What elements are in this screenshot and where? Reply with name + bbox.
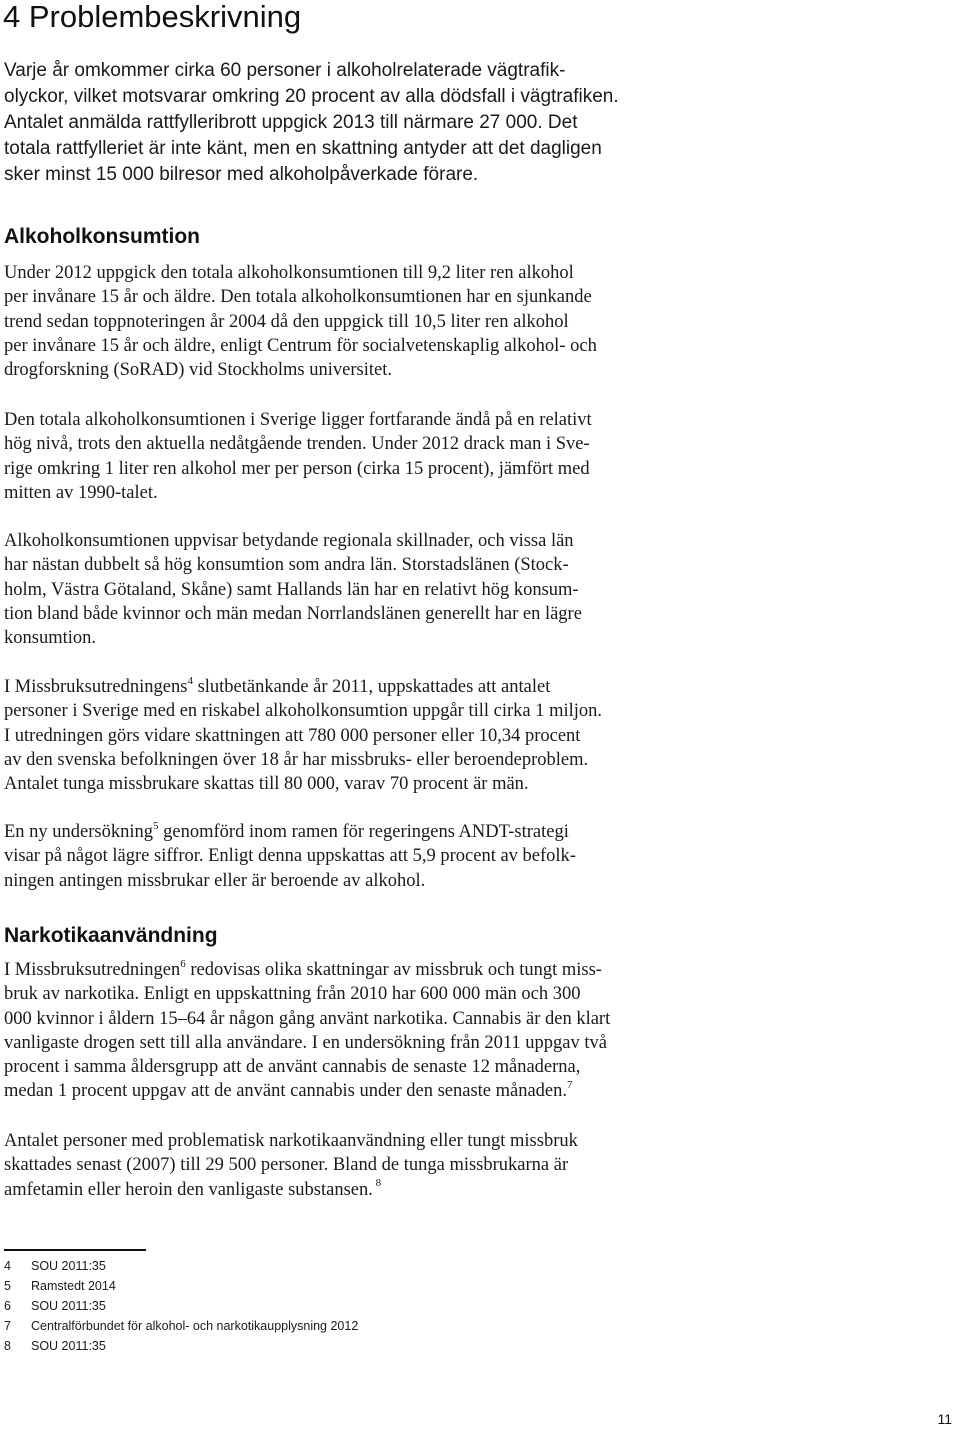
text-line: trend sedan toppnoteringen år 2004 då den uppgick till 10,5 liter ren alkohol [4,311,569,332]
text-line: rige omkring 1 liter ren alkohol mer per person (cirka 15 procent), jämfört med [4,458,590,479]
text-line: Varje år omkommer cirka 60 personer i alkoholrelaterade vägtrafik- [4,60,566,81]
text-line: bruk av narkotika. Enligt en uppskattning från 2010 har 600 000 män och 300 [4,984,581,1005]
page-number: 11 [937,1411,952,1427]
footnote-separator [4,1249,146,1251]
footnote-number: 7 [4,1319,11,1333]
footnote-number: 4 [4,1259,11,1273]
footnote-text: Centralförbundet för alkohol- och narkotikaupplysning 2012 [31,1319,359,1333]
chapter-title: 4 Problembeskrivning [3,0,302,34]
text-line: mitten av 1990-talet. [4,482,158,503]
text-segment: amfetamin eller heroin den vanligaste substansen. [4,1179,373,1200]
text-line [4,1178,720,1202]
footnote-text: SOU 2011:35 [31,1339,106,1353]
text-line: Antalet tunga missbrukare skattas till 80 000, varav 70 procent är män. [4,774,529,795]
text-line: Antalet anmälda rattfylleribrott uppgick 2013 till närmare 27 000. Det [4,112,578,133]
text-line: Alkoholkonsumtionen uppvisar betydande regionala skillnader, och vissa län [4,531,574,551]
text-line: ningen antingen missbrukar eller är beroende av alkohol. [4,870,426,891]
footnote-item [4,1316,604,1336]
text-segment: redovisas olika skattningar av missbruk och tungt miss- [185,960,602,980]
text-line: personer i Sverige med en riskabel alkoholkonsumtion uppgår till cirka 1 miljon. [4,701,603,722]
text-line: per invånare 15 år och äldre. Den totala alkoholkonsumtionen har en sjunkande [4,287,592,308]
footnote-item [4,1276,604,1296]
footnote-reference: 8 [372,1177,382,1190]
text-segment: slutbetänkande år 2011, uppskattades att antalet [192,677,551,697]
footnotes [4,1256,604,1356]
footnote-text: Ramstedt 2014 [31,1279,116,1293]
text-line: av den svenska befolkningen över 18 år har missbruks- eller beroendeproblem. [4,749,589,770]
footnote-reference: 4 [187,674,193,687]
footnote-item [4,1336,604,1356]
text-line: holm, Västra Götaland, Skåne) samt Hallands län har en relativt hög konsum- [4,579,579,600]
text-line: drogforskning (SoRAD) vid Stockholms universitet. [4,360,392,381]
text-line: konsumtion. [4,628,96,649]
footnote-item [4,1296,604,1316]
text-line: har nästan dubbelt så hög konsumtion som andra län. Storstadslänen (Stock- [4,555,569,576]
text-segment: medan 1 procent uppgav att de använt cannabis under den senaste månaden. [4,1081,568,1102]
text-line: visar på något lägre siffror. Enligt denna uppskattas att 5,9 procent av befolk- [4,846,576,867]
paragraph-narkotika-2 [4,1129,720,1202]
text-line: Antalet personer med problematisk narkotikaanvändning eller tungt missbruk [4,1131,578,1151]
text-line: totala rattfylleriet är inte känt, men en skattning antyder att det dagligen [4,138,602,159]
text-line [4,675,720,699]
footnote-number: 5 [4,1279,11,1293]
paragraph-alkohol-4 [4,675,720,796]
intro-paragraph [4,58,744,188]
text-line: Under 2012 uppgick den totala alkoholkonsumtionen till 9,2 liter ren alkohol [4,263,574,283]
paragraph-alkohol-3 [4,529,720,650]
text-segment: En ny undersökning [4,822,154,842]
section-heading-narkotikaanvandning: Narkotikaanvändning [4,924,218,947]
footnote-text: SOU 2011:35 [31,1299,106,1313]
text-line: tion bland både kvinnor och män medan Norrlandslänen generellt har en lägre [4,603,582,624]
footnote-reference: 5 [153,819,159,832]
text-line: Den totala alkoholkonsumtionen i Sverige ligger fortfarande ändå på en relativt [4,410,592,430]
paragraph-alkohol-2 [4,408,720,505]
text-line: per invånare 15 år och äldre, enligt Centrum för socialvetenskaplig alkohol- och [4,335,597,356]
paragraph-alkohol-5 [4,820,720,893]
section-heading-alkoholkonsumtion: Alkoholkonsumtion [4,225,200,248]
footnote-item [4,1256,604,1276]
footnote-text: SOU 2011:35 [31,1259,106,1273]
text-segment: I Missbruksutredningens [4,677,188,697]
text-line: sker minst 15 000 bilresor med alkoholpåverkade förare. [4,164,479,185]
text-line: olyckor, vilket motsvarar omkring 20 procent av alla dödsfall i vägtrafiken. [4,86,619,107]
paragraph-alkohol-1 [4,261,720,382]
text-line [4,958,720,982]
footnote-reference: 6 [180,957,186,970]
text-line: I utredningen görs vidare skattningen att 780 000 personer eller 10,34 procent [4,725,581,746]
text-line: procent i samma åldersgrupp att de använt cannabis de senaste 12 månaderna, [4,1057,581,1078]
paragraph-narkotika-1 [4,958,720,1104]
text-segment: genomförd inom ramen för regeringens ANDT-strategi [158,822,569,842]
footnote-number: 6 [4,1299,11,1313]
text-line: 000 kvinnor i åldern 15–64 år någon gång använt narkotika. Cannabis är den klart [4,1008,611,1029]
text-line [4,820,720,844]
text-segment: I Missbruksutredningen [4,960,181,980]
text-line: skattades senast (2007) till 29 500 personer. Bland de tunga missbrukarna är [4,1155,569,1176]
footnote-reference: 7 [567,1079,573,1092]
text-line: vanligaste drogen sett till alla användare. I en undersökning från 2011 uppgav två [4,1032,607,1053]
text-line [4,1079,720,1103]
text-line: hög nivå, trots den aktuella nedåtgående trenden. Under 2012 drack man i Sve- [4,434,590,455]
footnote-number: 8 [4,1339,11,1353]
